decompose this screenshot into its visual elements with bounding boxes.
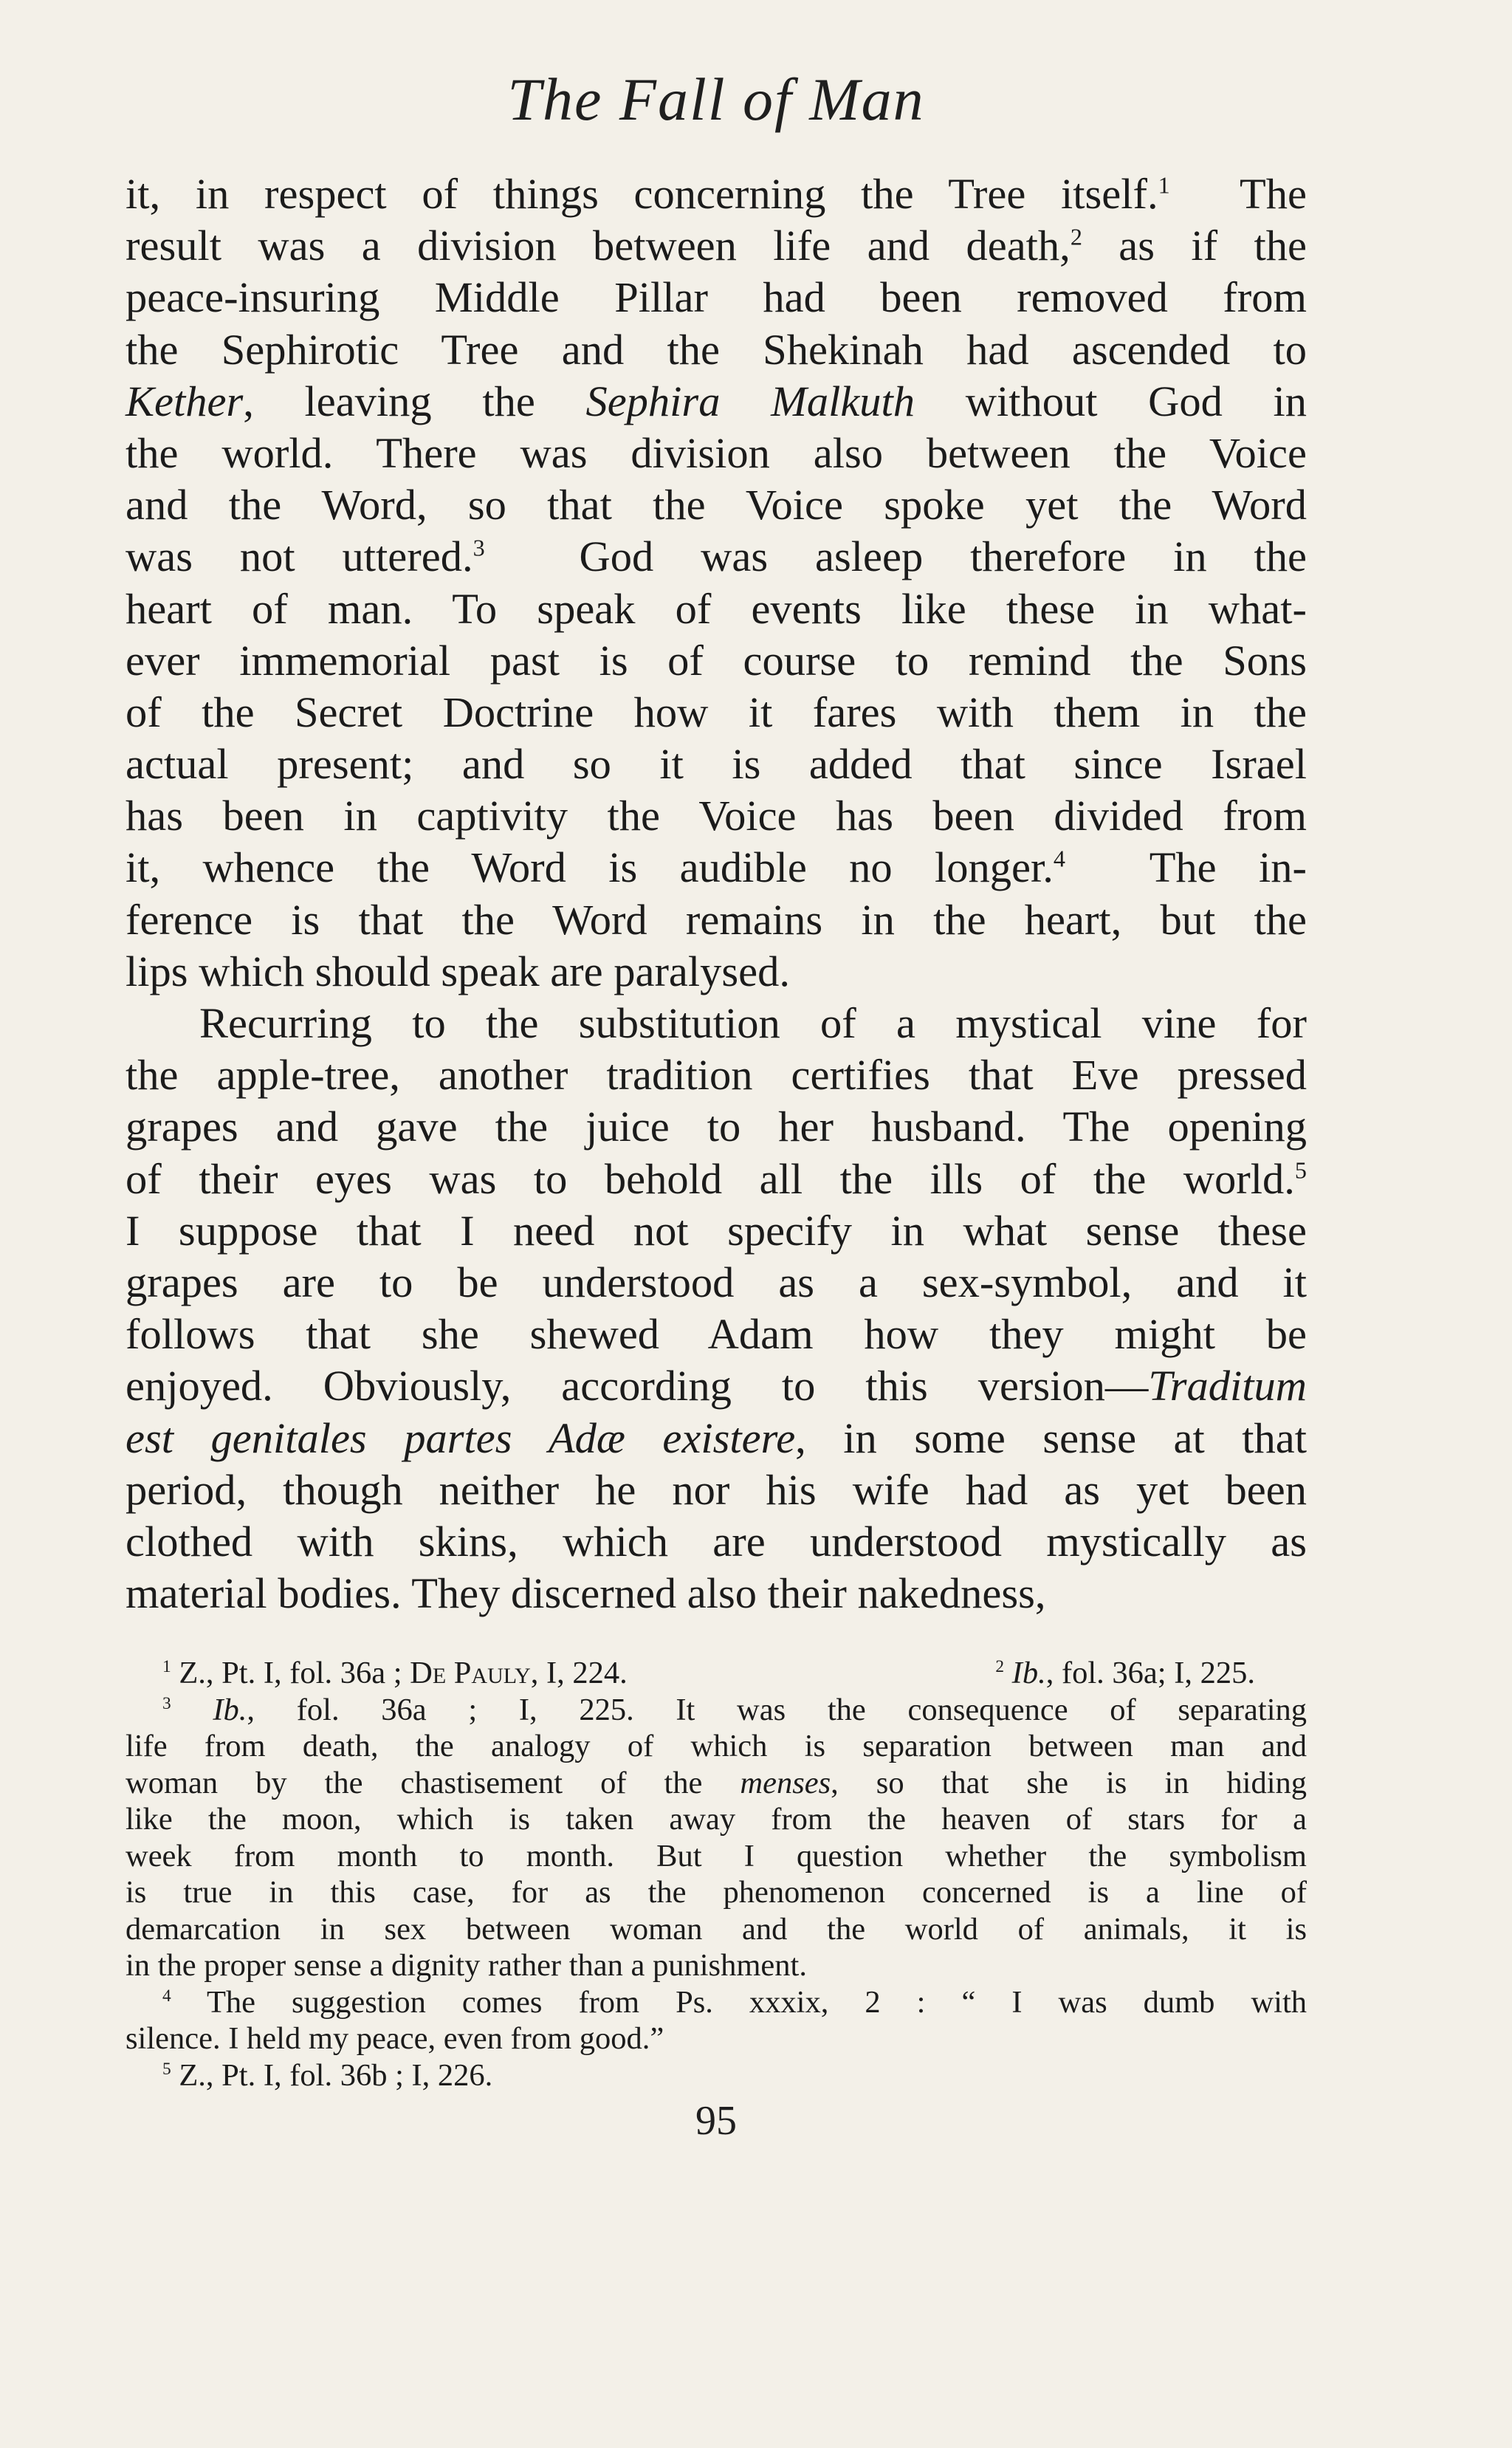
- footnote-4: [126, 1984, 1307, 2021]
- footnote-number: 1: [162, 1656, 171, 1676]
- footnote-text: The suggestion comes from Ps. xxxix, 2 : “ I was dumb with: [206, 1984, 1307, 2020]
- text-line: the apple-tree, another tradition certifies that Eve pressed: [126, 1051, 1307, 1100]
- text-line: the Sephirotic Tree and the Shekinah had ascended to: [126, 325, 1307, 374]
- text-line: ference is that the Word remains in the heart, but the: [126, 895, 1307, 944]
- text-line: follows that she shewed Adam how they might be: [126, 1310, 1307, 1359]
- footnote-ref: 3: [472, 534, 485, 561]
- footnote-ref: 1: [1158, 171, 1170, 199]
- text-line: [126, 842, 1307, 894]
- text-span: it, in respect of things concerning the Tree itself.: [126, 170, 1158, 218]
- text-line: and the Word, so that the Voice spoke yet the Word: [126, 481, 1307, 529]
- italic-term: est genitales partes Adæ existere: [126, 1413, 796, 1462]
- main-text: [126, 168, 1307, 1619]
- running-head: The Fall of Man: [507, 66, 925, 133]
- text-span: enjoyed. Obviously, according to this version—: [126, 1362, 1149, 1410]
- text-line: I suppose that I need not specify in what sense these: [126, 1206, 1307, 1255]
- footnote-number: 4: [162, 1986, 171, 2006]
- text-line: [126, 1360, 1307, 1412]
- text-line: of the Secret Doctrine how it fares with them in the: [126, 688, 1307, 736]
- footnote-number: 2: [995, 1656, 1005, 1676]
- footnote-text: , I, 224.: [530, 1656, 628, 1690]
- text-span: it, whence the Word is audible no longer.: [126, 843, 1054, 892]
- italic-term: menses: [740, 1765, 831, 1800]
- footnote-2: [995, 1655, 1255, 1692]
- text-span: The in-: [1149, 843, 1307, 892]
- footnotes: [126, 1655, 1307, 2094]
- text-span: without God in: [965, 377, 1307, 425]
- text-span: as if the: [1118, 222, 1307, 270]
- footnote-number: 3: [162, 1693, 171, 1713]
- text-line: [126, 220, 1307, 272]
- text-line: has been in captivity the Voice has been divided from: [126, 792, 1307, 840]
- footnote-line: life from death, the analogy of which is separation between man and: [126, 1729, 1307, 1763]
- text-line: material bodies. They discerned also their nakedness,: [126, 1569, 1046, 1618]
- text-line: the world. There was division also between the Voice: [126, 428, 1307, 477]
- text-line: [126, 1153, 1307, 1205]
- ibid: Ib.: [1011, 1656, 1046, 1690]
- footnote-row: [126, 1655, 1307, 1692]
- text-line: [126, 1413, 1307, 1464]
- text-line: ever immemorial past is of course to remind the Sons: [126, 636, 1307, 685]
- footnote-1: [162, 1655, 628, 1692]
- text-line: lips which should speak are paralysed.: [126, 947, 791, 995]
- footnote-5: [126, 2057, 1307, 2094]
- text-line: [126, 376, 1307, 428]
- footnote-text: Z., Pt. I, fol. 36a ;: [179, 1656, 402, 1690]
- footnote-ref: 2: [1070, 223, 1082, 250]
- footnote-line: demarcation in sex between woman and the world of animals, it is: [126, 1911, 1307, 1947]
- ibid: Ib.: [213, 1692, 247, 1727]
- text-span: The: [1240, 170, 1307, 218]
- text-span: , in some sense at that: [795, 1413, 1307, 1462]
- footnote-line: silence. I held my peace, even from good.”: [126, 2021, 664, 2056]
- footnote-line: in the proper sense a dignity rather than a punishment.: [126, 1948, 807, 1983]
- footnote-line: [126, 1765, 1307, 1802]
- footnote-text: , fol. 36a; I, 225.: [1045, 1656, 1255, 1690]
- text-line: actual present; and so it is added that since Israel: [126, 740, 1307, 789]
- text-line: clothed with skins, which are understood mystically as: [126, 1517, 1307, 1566]
- footnote-text: woman by the chastisement of the: [126, 1765, 703, 1800]
- footnote-text: , fol. 36a ; I, 225. It was the consequence of separating: [247, 1692, 1307, 1727]
- italic-term: Traditum: [1148, 1362, 1307, 1410]
- footnote-text: Z., Pt. I, fol. 36b ; I, 226.: [179, 2057, 493, 2093]
- text-span: result was a division between life and death,: [126, 222, 1071, 270]
- footnote-ref: 4: [1053, 845, 1065, 872]
- footnote-line: is true in this case, for as the phenomenon concerned is a line of: [126, 1875, 1307, 1910]
- text-span: was not uttered.: [126, 532, 473, 581]
- text-line: peace-insuring Middle Pillar had been removed from: [126, 273, 1307, 322]
- text-span: of their eyes was to behold all the ills of the world.: [126, 1154, 1295, 1203]
- text-line: heart of man. To speak of events like these in what-: [126, 584, 1307, 633]
- text-span: God was asleep therefore in the: [579, 532, 1307, 581]
- text-line: [126, 531, 1307, 583]
- footnote-line: week from month to month. But I question whether the symbolism: [126, 1838, 1307, 1873]
- footnote-number: 5: [162, 2059, 171, 2079]
- italic-term: Sephira Malkuth: [585, 377, 915, 425]
- italic-term: Kether: [126, 377, 244, 425]
- footnote-ref: 5: [1294, 1156, 1307, 1184]
- page-number: 95: [695, 2098, 737, 2144]
- text-line: period, though neither he nor his wife had as yet been: [126, 1465, 1307, 1514]
- text-span: , leaving the: [243, 377, 535, 425]
- author-name: De Pauly: [410, 1656, 531, 1690]
- footnote-3: [126, 1692, 1307, 1729]
- footnote-line: like the moon, which is taken away from the heaven of stars for a: [126, 1802, 1307, 1837]
- footnote-text: , so that she is in hiding: [831, 1765, 1307, 1800]
- text-line: grapes and gave the juice to her husband. The opening: [126, 1103, 1307, 1151]
- text-line: [126, 168, 1307, 220]
- paragraph-start-line: Recurring to the substitution of a mystical vine for: [199, 999, 1307, 1047]
- text-line: grapes are to be understood as a sex-symbol, and it: [126, 1258, 1307, 1306]
